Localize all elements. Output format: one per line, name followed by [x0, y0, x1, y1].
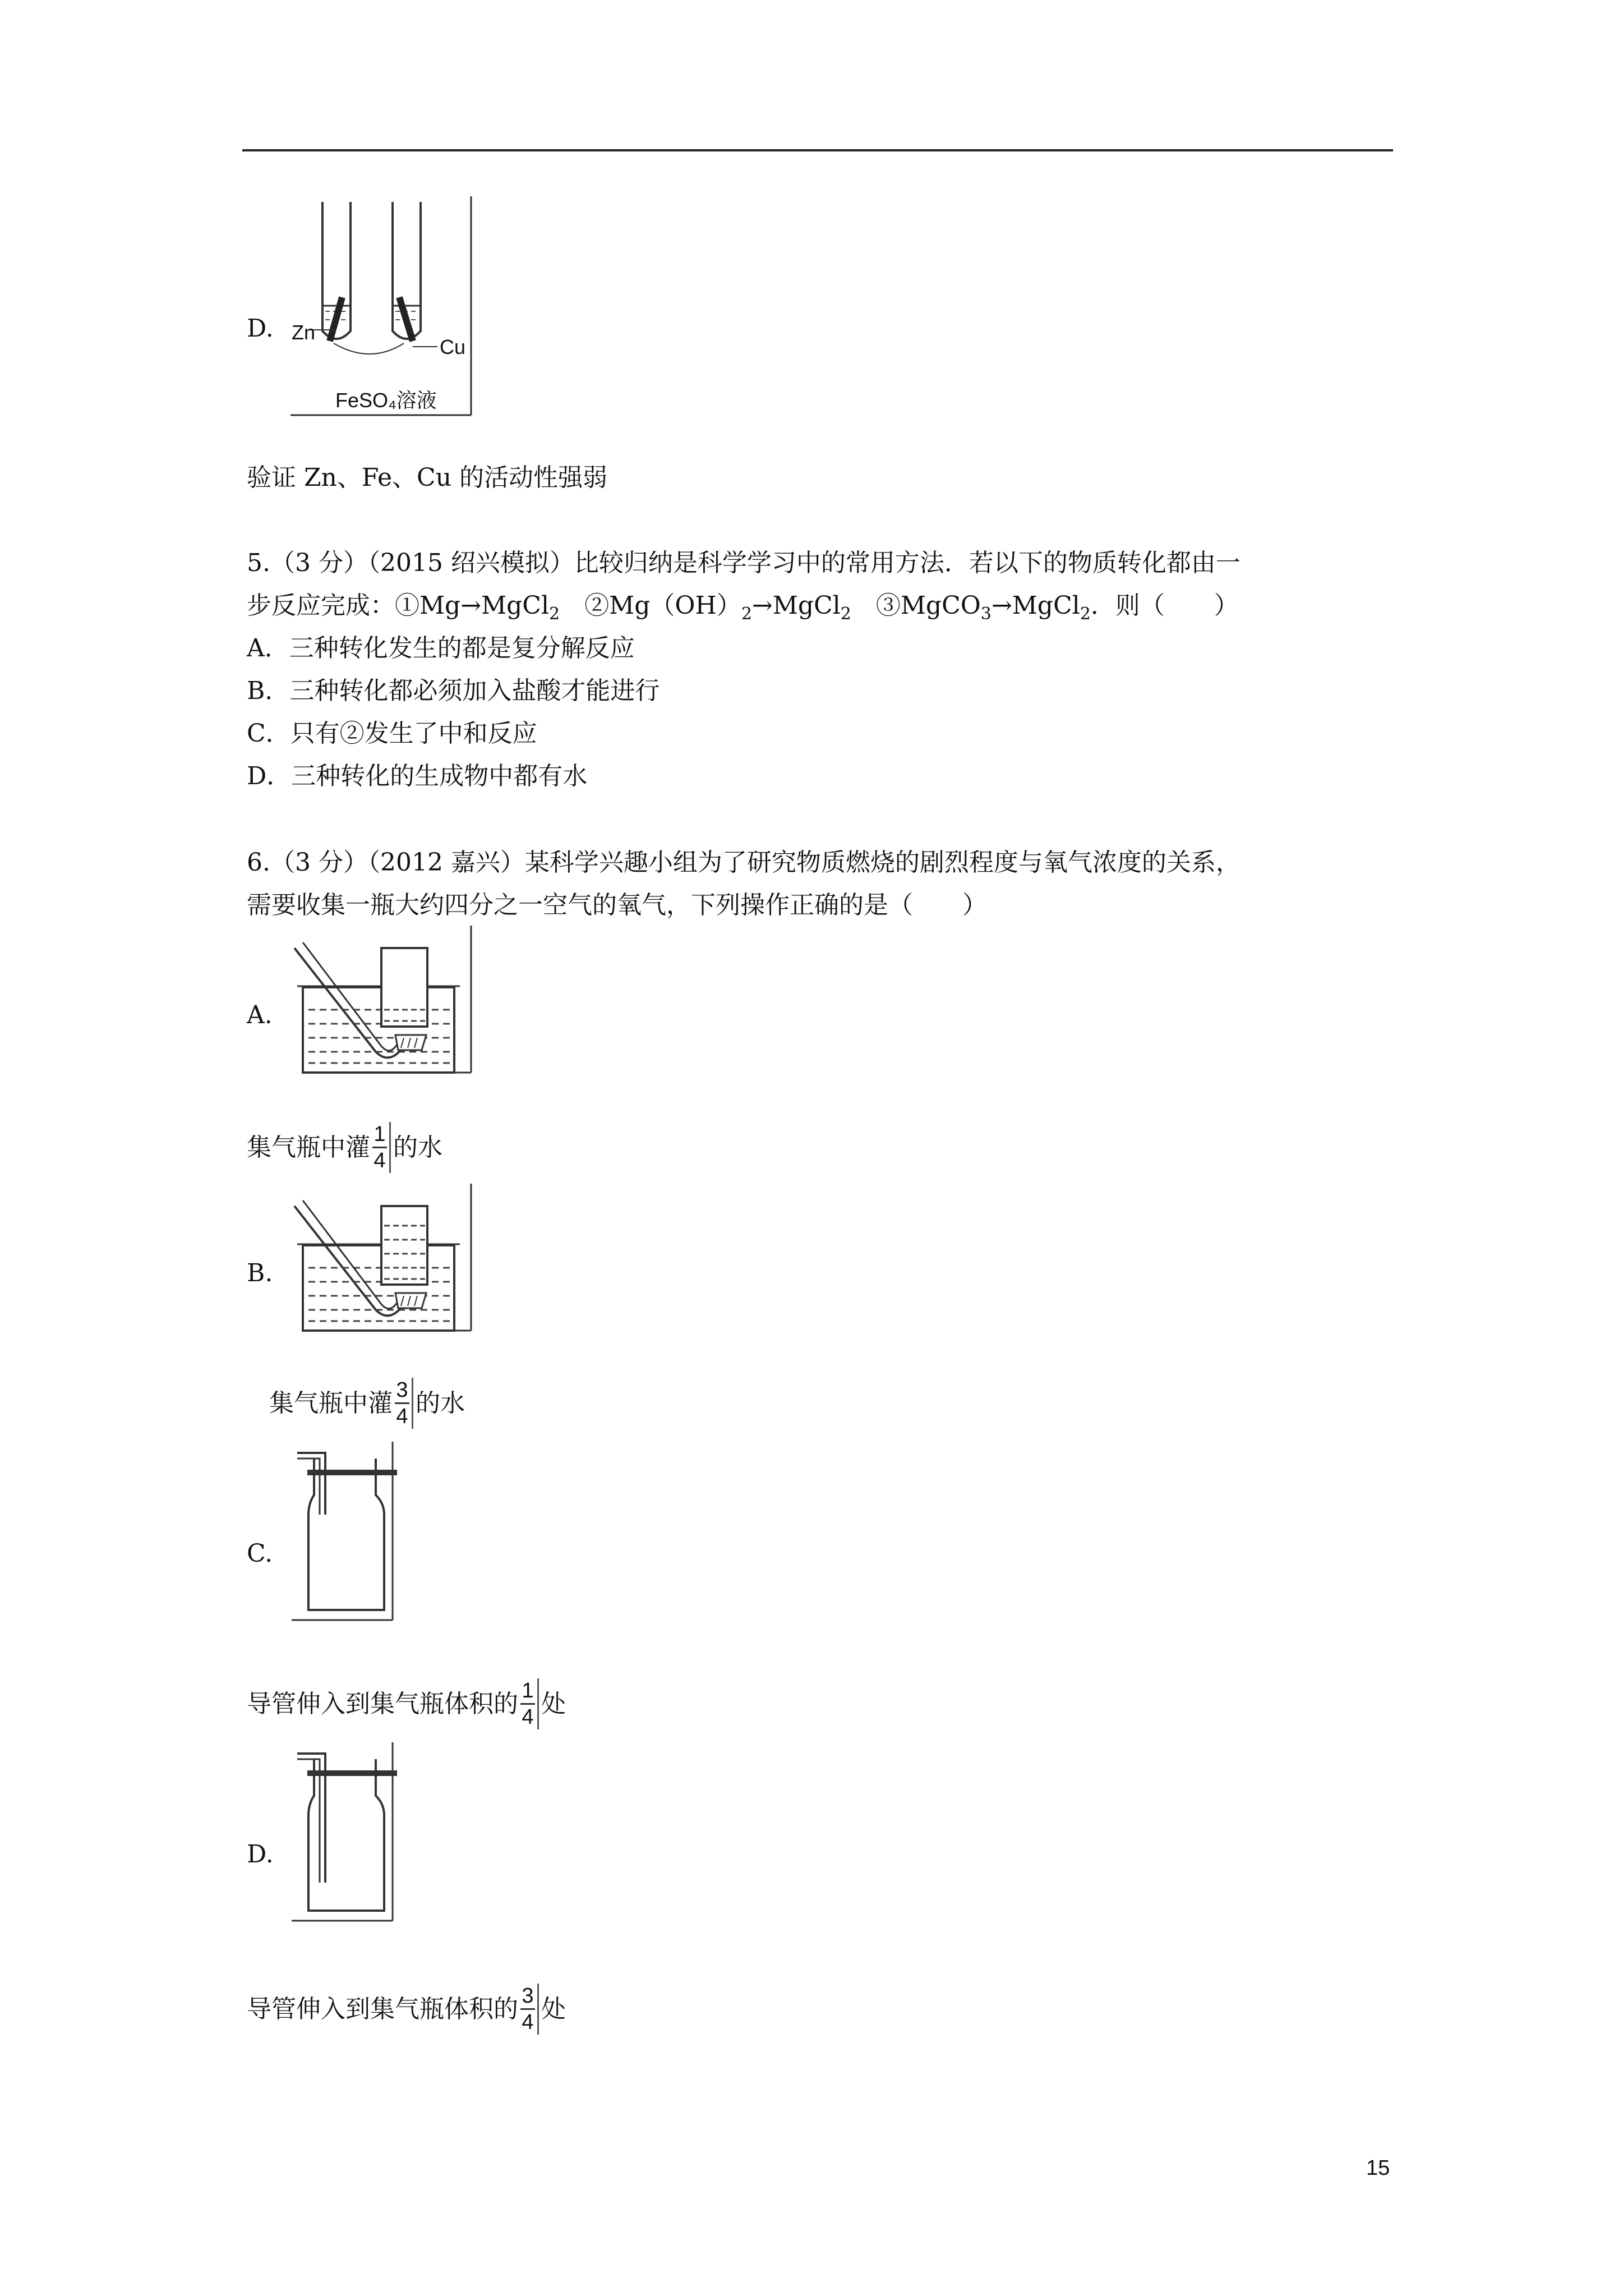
gas-bottle-figure-d: [292, 1742, 404, 1927]
q6-option-a-caption: 集气瓶中灌 $\frac{1}{4}$ 的水: [247, 1122, 442, 1172]
fraction-three-quarters: $\frac{3}{4}$: [395, 1378, 413, 1429]
water-trough-figure-a: [292, 926, 477, 1077]
q5-option-b: B．三种转化都必须加入盐酸才能进行: [247, 677, 660, 705]
fraction-one-quarter: $\frac{1}{4}$: [372, 1122, 391, 1173]
page-number: 15: [1366, 2156, 1390, 2180]
prev-caption: 验证 Zn、Fe、Cu 的活动性强弱: [247, 463, 608, 492]
q6-option-b-caption: 集气瓶中灌 $\frac{3}{4}$ 的水: [269, 1378, 465, 1428]
q6-option-c-caption: 导管伸入到集气瓶体积的 $\frac{1}{4}$ 处: [247, 1679, 566, 1729]
fraction-one-quarter: $\frac{1}{4}$: [520, 1678, 539, 1729]
prev-option-d-label: D.: [247, 314, 274, 343]
q6-option-d-caption: 导管伸入到集气瓶体积的 $\frac{3}{4}$ 处: [247, 1984, 566, 2034]
q5-line2: 步反应完成：①Mg→MgCl$_2$ $②Mg(OH)_2\to MgCl_2$ ③MgCO$_3$→MgCl$_2$．则（ ）: [247, 591, 1239, 624]
zn-label: Zn: [292, 321, 316, 344]
header-rule: [242, 149, 1393, 151]
cu-label: Cu: [440, 335, 466, 358]
q6-line1: 6.（3 分）（2012 嘉兴）某科学兴趣小组为了研究物质燃烧的剧烈程度与氧气浓度的关系，: [247, 848, 1241, 877]
q5-option-c: C．只有②发生了中和反应: [247, 719, 537, 748]
q6-option-b-label: B.: [247, 1259, 273, 1287]
q6-option-d-label: D.: [247, 1840, 274, 1869]
q6-option-c-label: C.: [247, 1539, 273, 1568]
q5-option-d: D．三种转化的生成物中都有水: [247, 762, 588, 790]
solution-label: FeSO₄溶液: [335, 389, 437, 412]
q5-option-a: A．三种转化发生的都是复分解反应: [247, 634, 635, 662]
q6-line2: 需要收集一瓶大约四分之一空气的氧气，下列操作正确的是（ ）: [247, 891, 987, 919]
water-trough-figure-b: [292, 1184, 477, 1335]
q5-line1: 5.（3 分）（2015 绍兴模拟）比较归纳是科学学习中的常用方法．若以下的物质转化都由一: [247, 549, 1241, 577]
fraction-three-quarters: $\frac{3}{4}$: [520, 1984, 539, 2035]
q6-option-a-label: A.: [247, 1001, 273, 1029]
gas-bottle-figure-c: [292, 1442, 404, 1627]
